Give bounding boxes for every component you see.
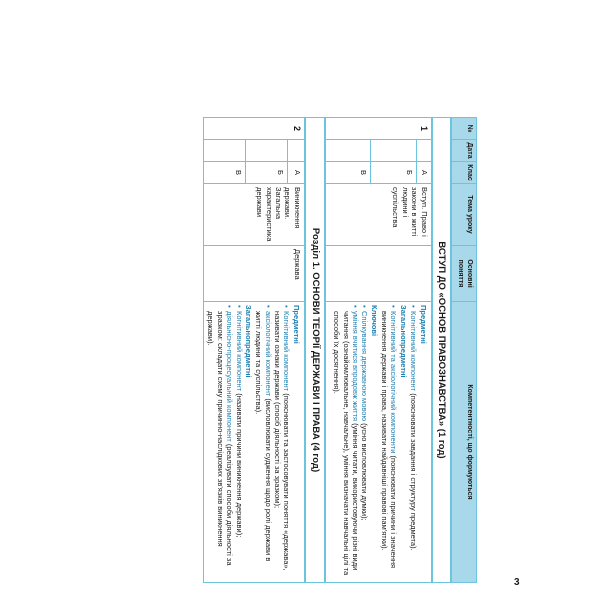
list-item: ▪ діяльнісно-процесуальний компонент (реалізувати способи діяльності за зразком: складати схему причинно-наслідкових зв'язків виникнення держави). (206, 305, 234, 579)
table-row (417, 118, 432, 583)
header-topic: Тема уроку (452, 184, 477, 246)
section-row-chapter1 (305, 118, 325, 583)
class-cell: Б (371, 162, 417, 184)
header-number: № (452, 118, 477, 140)
lesson-number: 2 (204, 118, 305, 140)
header-class: Клас (452, 162, 477, 184)
lesson-concepts (325, 246, 432, 302)
lesson-topic: Виникнення держави. Загальна характеристика держави (204, 184, 305, 246)
list-item: ▪ аксіологічний компонент (висловлювати судження щодо ролі держави в житті людини та суспільства). (254, 305, 273, 579)
lesson-concepts: Держава (204, 246, 305, 302)
key-heading: Ключові (369, 305, 379, 337)
page-number: 3 (514, 577, 520, 588)
section-title: Розділ 1. ОСНОВИ ТЕОРІЇ ДЕРЖАВИ І ПРАВА (4 год) (305, 118, 325, 583)
date-cell (204, 140, 246, 162)
table-header-row (452, 118, 477, 583)
general-heading: Загальнопредметні (244, 305, 253, 378)
class-cell: В (204, 162, 246, 184)
date-cell (371, 140, 417, 162)
class-cell: А (417, 162, 432, 184)
header-date: Дата (452, 140, 477, 162)
header-concepts: Основні поняття (452, 246, 477, 302)
subject-heading: Предметні (418, 305, 428, 344)
list-item: ▪ Спілкування державною мовою (усно висловлювати думки); (360, 305, 369, 579)
class-cell: Б (246, 162, 288, 184)
lesson-number: 1 (325, 118, 432, 140)
lesson-competencies (204, 302, 305, 583)
list-item: ▪ Когнітивний та аксіологічний компоненти (пояснювати причини і значення виникнення держави і права, називати найдавніші правові пам'ятки). (380, 305, 399, 579)
date-cell (246, 140, 288, 162)
class-cell: В (325, 162, 371, 184)
section-title: ВСТУП ДО «ОСНОВ ПРАВОЗНАВСТВА» (1 год) (432, 118, 452, 583)
list-item: ▪ Когнітивний компонент (пояснювати завдання і структуру предмета). (409, 305, 418, 579)
date-cell (417, 140, 432, 162)
list-item: ▪ Когнітивний компонент (пояснювати та застосовувати поняття «держава», називати ознаки держави (спосіб діяльності за зразком); (273, 305, 292, 579)
list-item: ▪ уміння вчитися впродовж життя (уміння читати, використовуючи різні види читання (ознайомлювальне, навчальне), уміння визначати навчальні цілі та способи їх досягнення). (332, 305, 360, 579)
lesson-competencies (325, 302, 432, 583)
list-item: ▪ Когнітивний компонент (називати причини виникнення держави); (234, 305, 243, 579)
subject-heading: Предметні (291, 305, 301, 344)
header-competencies: Компетентності, що формуються (452, 302, 477, 583)
lesson-plan-table (203, 117, 477, 583)
section-row-intro (432, 118, 452, 583)
rotated-table-page (122, 117, 477, 582)
lesson-topic: Вступ. Право і закони в житті людини і суспільства (325, 184, 432, 246)
general-heading: Загальнопредметні (398, 305, 408, 378)
table-row (288, 118, 305, 583)
date-cell (288, 140, 305, 162)
class-cell: А (288, 162, 305, 184)
date-cell (325, 140, 371, 162)
